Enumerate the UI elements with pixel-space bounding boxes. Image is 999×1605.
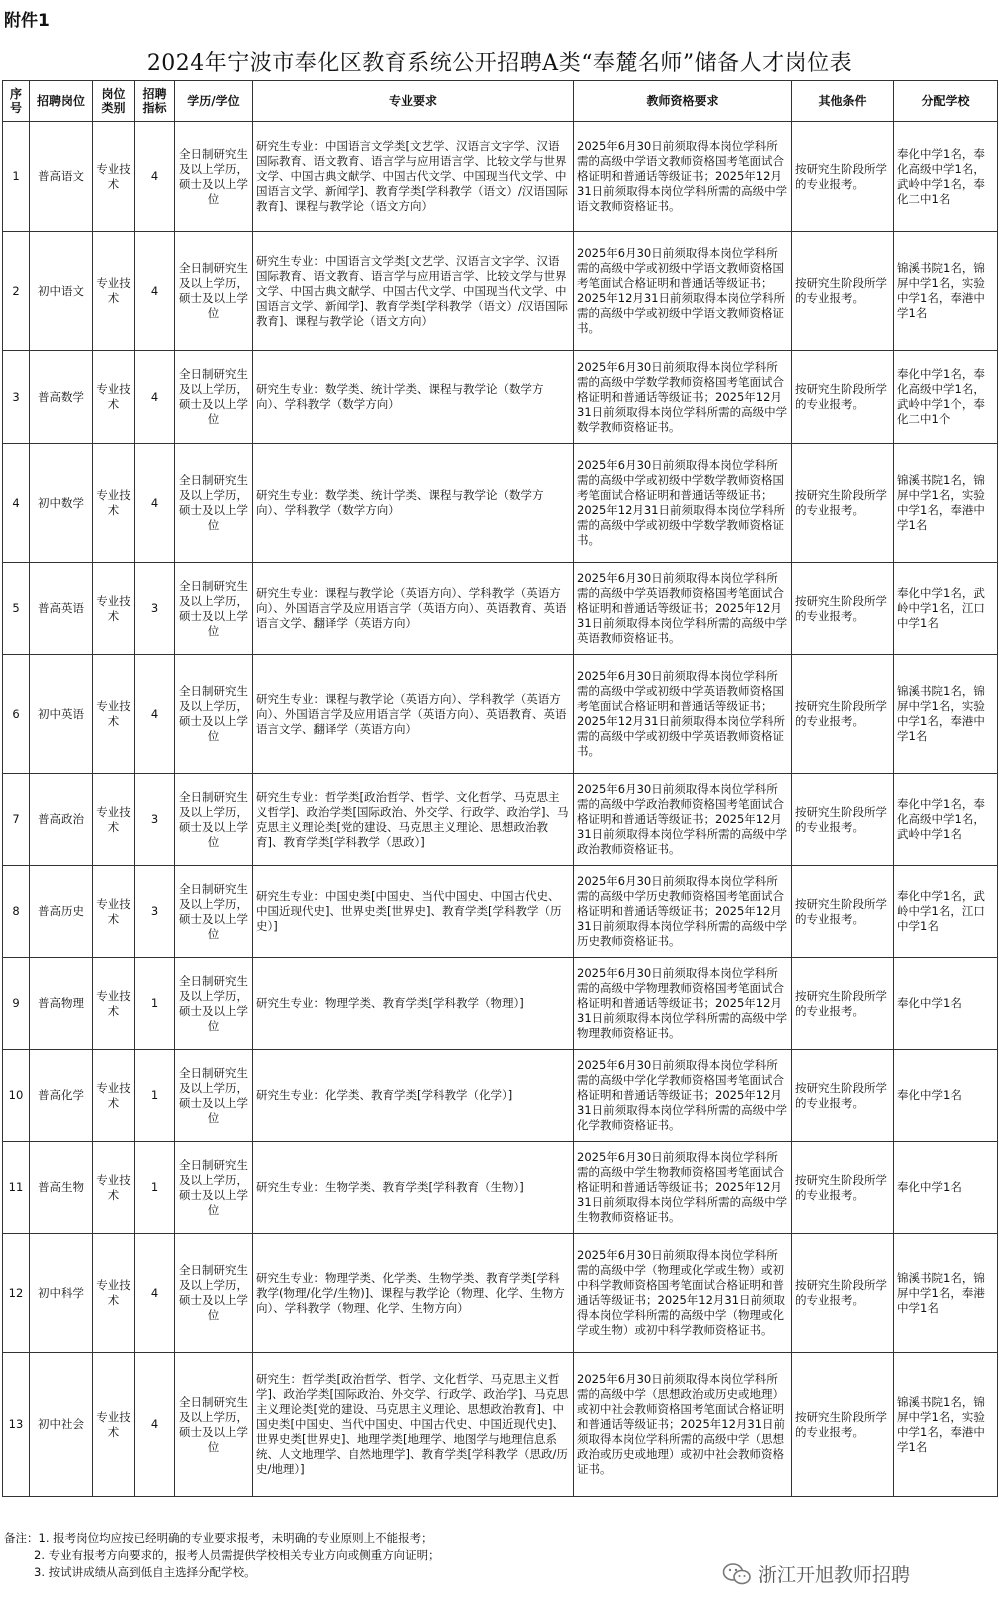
table-row bbox=[3, 1050, 998, 1142]
header-other: 其他条件 bbox=[792, 81, 894, 122]
major-requirement: 研究生专业：物理学类、化学类、生物学类、教育学类[学科教学(物理/化学/生物)]、课程与教学论（物理、化学、生物方向）、学科教学（物理、化学、生物方向） bbox=[253, 1234, 574, 1353]
post-name: 普高英语 bbox=[30, 563, 93, 655]
certificate-requirement: 2025年6月30日前须取得本岗位学科所需的高级中学（思想政治或历史或地理）或初中社会教师资格国考笔面试合格证明和普通话等级证书；2025年12月31日前须取得本岗位学科所需的高级中学（思想政治或历史或地理）或初中社会教师资格证书。 bbox=[574, 1353, 792, 1497]
header-post: 招聘岗位 bbox=[30, 81, 93, 122]
certificate-requirement: 2025年6月30日前须取得本岗位学科所需的高级中学数学教师资格国考笔面试合格证明和普通话等级证书；2025年12月31日前须取得本岗位学科所需的高级中学数学教师资格证书。 bbox=[574, 351, 792, 444]
row-number: 4 bbox=[3, 444, 30, 563]
post-category: 专业技术 bbox=[93, 444, 135, 563]
row-number: 9 bbox=[3, 958, 30, 1050]
assigned-schools: 奉化中学1名，武岭中学1名，江口中学1名 bbox=[894, 563, 998, 655]
certificate-requirement: 2025年6月30日前须取得本岗位学科所需的高级中学历史教师资格国考笔面试合格证明和普通话等级证书；2025年12月31日前须取得本岗位学科所需的高级中学历史教师资格证书。 bbox=[574, 866, 792, 958]
education-requirement: 全日制研究生及以上学历，硕士及以上学位 bbox=[175, 444, 253, 563]
major-requirement: 研究生专业：中国语言文学类[文艺学、汉语言文字学、汉语国际教育、语文教育、语言学与应用语言学、比较文学与世界文学、中国古典文献学、中国古代文学、中国现当代文学、中国语言文学、新闻学]、教育学类[学科教学（语文）/汉语国际教育]、课程与教学论（语文方向） bbox=[253, 232, 574, 351]
post-name: 普高政治 bbox=[30, 774, 93, 866]
other-condition: 按研究生阶段所学的专业报考。 bbox=[792, 774, 894, 866]
post-category: 专业技术 bbox=[93, 122, 135, 232]
education-requirement: 全日制研究生及以上学历，硕士及以上学位 bbox=[175, 1050, 253, 1142]
row-number: 5 bbox=[3, 563, 30, 655]
certificate-requirement: 2025年6月30日前须取得本岗位学科所需的高级中学政治教师资格国考笔面试合格证明和普通话等级证书；2025年12月31日前须取得本岗位学科所需的高级中学政治教师资格证书。 bbox=[574, 774, 792, 866]
post-category: 专业技术 bbox=[93, 655, 135, 774]
post-category: 专业技术 bbox=[93, 774, 135, 866]
table-row bbox=[3, 122, 998, 232]
post-category: 专业技术 bbox=[93, 866, 135, 958]
table-header-row bbox=[3, 81, 998, 122]
certificate-requirement: 2025年6月30日前须取得本岗位学科所需的高级中学或初级中学英语教师资格国考笔面试合格证明和普通话等级证书；2025年12月31日前须取得本岗位学科所需的高级中学或初级中学英语教师资格证书。 bbox=[574, 655, 792, 774]
major-requirement: 研究生专业：数学类、统计学类、课程与教学论（数学方向）、学科教学（数学方向） bbox=[253, 444, 574, 563]
post-name: 初中数学 bbox=[30, 444, 93, 563]
post-name: 初中语文 bbox=[30, 232, 93, 351]
major-requirement: 研究生专业：中国史类[中国史、当代中国史、中国古代史、中国近现代史]、世界史类[世界史]、教育学类[学科教学（历史）] bbox=[253, 866, 574, 958]
education-requirement: 全日制研究生及以上学历，硕士及以上学位 bbox=[175, 866, 253, 958]
table-row bbox=[3, 774, 998, 866]
row-number: 7 bbox=[3, 774, 30, 866]
certificate-requirement: 2025年6月30日前须取得本岗位学科所需的高级中学或初级中学语文教师资格国考笔面试合格证明和普通话等级证书；2025年12月31日前须取得本岗位学科所需的高级中学或初级中学语文教师资格证书。 bbox=[574, 232, 792, 351]
major-requirement: 研究生专业：数学类、统计学类、课程与教学论（数学方向）、学科教学（数学方向） bbox=[253, 351, 574, 444]
table-row bbox=[3, 444, 998, 563]
notes bbox=[4, 1530, 440, 1581]
post-category: 专业技术 bbox=[93, 351, 135, 444]
quota-value: 4 bbox=[135, 351, 175, 444]
post-category: 专业技术 bbox=[93, 1353, 135, 1497]
education-requirement: 全日制研究生及以上学历，硕士及以上学位 bbox=[175, 563, 253, 655]
assigned-schools: 奉化中学1名，奉化高级中学1名，武岭中学1个，奉化二中1个 bbox=[894, 351, 998, 444]
quota-value: 1 bbox=[135, 1050, 175, 1142]
header-no: 序号 bbox=[3, 81, 30, 122]
major-requirement: 研究生专业：化学类、教育学类[学科教学（化学）] bbox=[253, 1050, 574, 1142]
major-requirement: 研究生专业：物理学类、教育学类[学科教学（物理）] bbox=[253, 958, 574, 1050]
watermark-text: 浙江开旭教师招聘 bbox=[758, 1564, 911, 1586]
header-major: 专业要求 bbox=[253, 81, 574, 122]
certificate-requirement: 2025年6月30日前须取得本岗位学科所需的高级中学生物教师资格国考笔面试合格证明和普通话等级证书；2025年12月31日前须取得本岗位学科所需的高级中学生物教师资格证书。 bbox=[574, 1142, 792, 1234]
post-category: 专业技术 bbox=[93, 958, 135, 1050]
assigned-schools: 奉化中学1名 bbox=[894, 1050, 998, 1142]
document-title: 2024年宁波市奉化区教育系统公开招聘A类“奉麓名师”储备人才岗位表 bbox=[146, 51, 853, 76]
post-category: 专业技术 bbox=[93, 1142, 135, 1234]
assigned-schools: 奉化中学1名 bbox=[894, 1142, 998, 1234]
post-name: 初中英语 bbox=[30, 655, 93, 774]
other-condition: 按研究生阶段所学的专业报考。 bbox=[792, 444, 894, 563]
header-school: 分配学校 bbox=[894, 81, 998, 122]
row-number: 13 bbox=[3, 1353, 30, 1497]
other-condition: 按研究生阶段所学的专业报考。 bbox=[792, 351, 894, 444]
other-condition: 按研究生阶段所学的专业报考。 bbox=[792, 958, 894, 1050]
row-number: 2 bbox=[3, 232, 30, 351]
major-requirement: 研究生专业：课程与教学论（英语方向）、学科教学（英语方向）、外国语言学及应用语言学（英语方向）、英语教育、英语语言文学、翻译学（英语方向） bbox=[253, 563, 574, 655]
education-requirement: 全日制研究生及以上学历，硕士及以上学位 bbox=[175, 232, 253, 351]
quota-value: 1 bbox=[135, 1142, 175, 1234]
quota-value: 4 bbox=[135, 655, 175, 774]
row-number: 8 bbox=[3, 866, 30, 958]
major-requirement: 研究生专业：生物学类、教育学类[学科教育（生物）] bbox=[253, 1142, 574, 1234]
position-table bbox=[2, 80, 998, 1497]
post-name: 普高化学 bbox=[30, 1050, 93, 1142]
assigned-schools: 奉化中学1名，奉化高级中学1名，武岭中学1名 bbox=[894, 774, 998, 866]
post-category: 专业技术 bbox=[93, 563, 135, 655]
certificate-requirement: 2025年6月30日前须取得本岗位学科所需的高级中学语文教师资格国考笔面试合格证明和普通话等级证书；2025年12月31日前须取得本岗位学科所需的高级中学语文教师资格证书。 bbox=[574, 122, 792, 232]
quota-value: 3 bbox=[135, 774, 175, 866]
education-requirement: 全日制研究生及以上学历，硕士及以上学位 bbox=[175, 1353, 253, 1497]
post-name: 普高历史 bbox=[30, 866, 93, 958]
post-category: 专业技术 bbox=[93, 1234, 135, 1353]
education-requirement: 全日制研究生及以上学历，硕士及以上学位 bbox=[175, 122, 253, 232]
row-number: 12 bbox=[3, 1234, 30, 1353]
table-row bbox=[3, 1142, 998, 1234]
assigned-schools: 锦溪书院1名，锦屏中学1名，实验中学1名，奉港中学1名 bbox=[894, 232, 998, 351]
post-name: 初中科学 bbox=[30, 1234, 93, 1353]
wechat-icon bbox=[722, 1562, 752, 1586]
major-requirement: 研究生专业：哲学类[政治哲学、哲学、文化哲学、马克思主义哲学]、政治学类[国际政治、外交学、行政学、政治学]、马克思主义理论类[党的建设、马克思主义理论、思想政治教育]、教育学类[学科教学（思政）] bbox=[253, 774, 574, 866]
post-category: 专业技术 bbox=[93, 232, 135, 351]
table-row bbox=[3, 1234, 998, 1353]
quota-value: 4 bbox=[135, 1234, 175, 1353]
other-condition: 按研究生阶段所学的专业报考。 bbox=[792, 1050, 894, 1142]
certificate-requirement: 2025年6月30日前须取得本岗位学科所需的高级中学或初级中学数学教师资格国考笔面试合格证明和普通话等级证书；2025年12月31日前须取得本岗位学科所需的高级中学或初级中学数学教师资格证书。 bbox=[574, 444, 792, 563]
row-number: 11 bbox=[3, 1142, 30, 1234]
quota-value: 3 bbox=[135, 563, 175, 655]
watermark bbox=[722, 1560, 910, 1587]
assigned-schools: 锦溪书院1名，锦屏中学1名，实验中学1名，奉港中学1名 bbox=[894, 1353, 998, 1497]
table-row bbox=[3, 351, 998, 444]
education-requirement: 全日制研究生及以上学历，硕士及以上学位 bbox=[175, 958, 253, 1050]
header-quota: 招聘指标 bbox=[135, 81, 175, 122]
certificate-requirement: 2025年6月30日前须取得本岗位学科所需的高级中学物理教师资格国考笔面试合格证明和普通话等级证书；2025年12月31日前须取得本岗位学科所需的高级中学物理教师资格证书。 bbox=[574, 958, 792, 1050]
certificate-requirement: 2025年6月30日前须取得本岗位学科所需的高级中学（物理或化学或生物）或初中科学教师资格国考笔面试合格证明和普通话等级证书；2025年12月31日前须取得本岗位学科所需的高级中学（物理或化学或生物）或初中科学教师资格证书。 bbox=[574, 1234, 792, 1353]
row-number: 10 bbox=[3, 1050, 30, 1142]
other-condition: 按研究生阶段所学的专业报考。 bbox=[792, 1353, 894, 1497]
assigned-schools: 奉化中学1名 bbox=[894, 958, 998, 1050]
attachment-label: 附件1 bbox=[4, 11, 50, 31]
table-row bbox=[3, 1353, 998, 1497]
quota-value: 4 bbox=[135, 122, 175, 232]
table-row bbox=[3, 866, 998, 958]
other-condition: 按研究生阶段所学的专业报考。 bbox=[792, 232, 894, 351]
other-condition: 按研究生阶段所学的专业报考。 bbox=[792, 563, 894, 655]
header-education: 学历/学位 bbox=[175, 81, 253, 122]
row-number: 3 bbox=[3, 351, 30, 444]
post-name: 普高数学 bbox=[30, 351, 93, 444]
major-requirement: 研究生专业：中国语言文学类[文艺学、汉语言文字学、汉语国际教育、语文教育、语言学与应用语言学、比较文学与世界文学、中国古典文献学、中国古代文学、中国现当代文学、中国语言文学、新闻学]、教育学类[学科教学（语文）/汉语国际教育]、课程与教学论（语文方向） bbox=[253, 122, 574, 232]
other-condition: 按研究生阶段所学的专业报考。 bbox=[792, 1234, 894, 1353]
assigned-schools: 锦溪书院1名，锦屏中学1名，实验中学1名，奉港中学1名 bbox=[894, 444, 998, 563]
education-requirement: 全日制研究生及以上学历，硕士及以上学位 bbox=[175, 1234, 253, 1353]
quota-value: 4 bbox=[135, 1353, 175, 1497]
note-item: 3. 按试讲成绩从高到低自主选择分配学校。 bbox=[34, 1565, 256, 1579]
table-row bbox=[3, 958, 998, 1050]
table-row bbox=[3, 655, 998, 774]
post-category: 专业技术 bbox=[93, 1050, 135, 1142]
assigned-schools: 锦溪书院1名，锦屏中学1名，奉港中学1名 bbox=[894, 1234, 998, 1353]
assigned-schools: 奉化中学1名，武岭中学1名，江口中学1名 bbox=[894, 866, 998, 958]
row-number: 6 bbox=[3, 655, 30, 774]
education-requirement: 全日制研究生及以上学历，硕士及以上学位 bbox=[175, 1142, 253, 1234]
note-item: 2. 专业有报考方向要求的，报考人员需提供学校相关专业方向或侧重方向证明； bbox=[34, 1548, 440, 1562]
education-requirement: 全日制研究生及以上学历，硕士及以上学位 bbox=[175, 655, 253, 774]
major-requirement: 研究生：哲学类[政治哲学、哲学、文化哲学、马克思主义哲学]、政治学类[国际政治、外交学、行政学、政治学]、马克思主义理论类[党的建设、马克思主义理论、思想政治教育]、中国史类[中国史、当代中国史、中国古代史、中国近现代史]、世界史类[世界史]、地理学类[地理学、地图学与地理信息系统、人文地理学、自然地理学]、教育学类[学科教学（思政/历史/地理）] bbox=[253, 1353, 574, 1497]
table-row bbox=[3, 232, 998, 351]
other-condition: 按研究生阶段所学的专业报考。 bbox=[792, 122, 894, 232]
certificate-requirement: 2025年6月30日前须取得本岗位学科所需的高级中学英语教师资格国考笔面试合格证明和普通话等级证书；2025年12月31日前须取得本岗位学科所需的高级中学英语教师资格证书。 bbox=[574, 563, 792, 655]
assigned-schools: 奉化中学1名，奉化高级中学1名，武岭中学1名，奉化二中1名 bbox=[894, 122, 998, 232]
assigned-schools: 锦溪书院1名，锦屏中学1名，实验中学1名，奉港中学1名 bbox=[894, 655, 998, 774]
major-requirement: 研究生专业：课程与教学论（英语方向）、学科教学（英语方向）、外国语言学及应用语言学（英语方向）、英语教育、英语语言文学、翻译学（英语方向） bbox=[253, 655, 574, 774]
header-category: 岗位类别 bbox=[93, 81, 135, 122]
post-name: 普高生物 bbox=[30, 1142, 93, 1234]
education-requirement: 全日制研究生及以上学历，硕士及以上学位 bbox=[175, 774, 253, 866]
post-name: 初中社会 bbox=[30, 1353, 93, 1497]
post-name: 普高语文 bbox=[30, 122, 93, 232]
certificate-requirement: 2025年6月30日前须取得本岗位学科所需的高级中学化学教师资格国考笔面试合格证明和普通话等级证书；2025年12月31日前须取得本岗位学科所需的高级中学化学教师资格证书。 bbox=[574, 1050, 792, 1142]
header-certificate: 教师资格要求 bbox=[574, 81, 792, 122]
notes-label: 备注： bbox=[4, 1531, 39, 1545]
quota-value: 1 bbox=[135, 958, 175, 1050]
quota-value: 3 bbox=[135, 866, 175, 958]
post-name: 普高物理 bbox=[30, 958, 93, 1050]
other-condition: 按研究生阶段所学的专业报考。 bbox=[792, 1142, 894, 1234]
quota-value: 4 bbox=[135, 444, 175, 563]
other-condition: 按研究生阶段所学的专业报考。 bbox=[792, 655, 894, 774]
table-row bbox=[3, 563, 998, 655]
note-item: 1. 报考岗位均应按已经明确的专业要求报考，未明确的专业原则上不能报考； bbox=[38, 1531, 433, 1545]
row-number: 1 bbox=[3, 122, 30, 232]
quota-value: 4 bbox=[135, 232, 175, 351]
education-requirement: 全日制研究生及以上学历，硕士及以上学位 bbox=[175, 351, 253, 444]
other-condition: 按研究生阶段所学的专业报考。 bbox=[792, 866, 894, 958]
